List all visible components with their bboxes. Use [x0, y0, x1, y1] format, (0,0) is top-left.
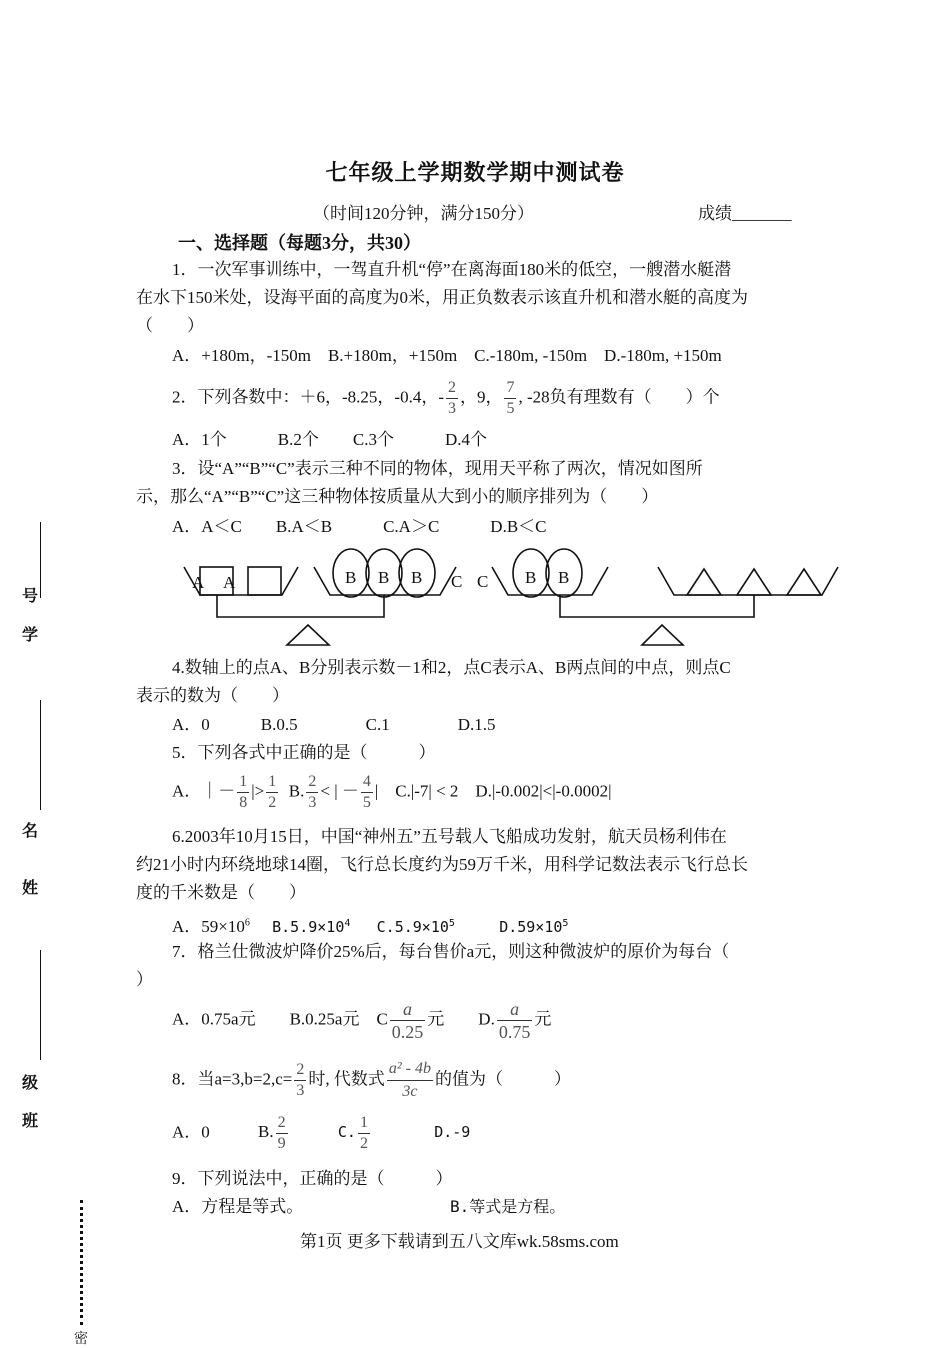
label-b2: B — [378, 568, 390, 587]
q8-fraction-c2 — [358, 1113, 370, 1154]
balance-scales-figure — [170, 545, 850, 650]
q6-option-b — [272, 918, 350, 936]
q5-f1-num: 1 — [237, 772, 249, 793]
triangle-c1 — [687, 569, 721, 595]
q2-fraction-1 — [446, 378, 458, 419]
label-a1: A — [192, 573, 205, 592]
q2-stem — [172, 378, 720, 419]
q5-b-pre: B. — [288, 781, 305, 801]
q8-c2-num: 1 — [358, 1113, 370, 1134]
beam-1 — [217, 595, 384, 617]
label-b1: B — [345, 568, 357, 587]
q5-f3-den: 3 — [308, 794, 317, 811]
q5-a-pre: A．｜－ — [172, 781, 236, 801]
fulcrum-2 — [642, 625, 683, 645]
q7-options-ab: A．0.75a元 B.0.25a元 C — [172, 1009, 388, 1029]
q1-line-2: 在水下150米处，设海平面的高度为0米，用正负数表示该直升机和潜水艇的高度为 — [136, 288, 748, 307]
q8-options — [172, 1113, 470, 1154]
q6-d-text: D.59×10 — [499, 917, 563, 936]
q7-d-num: a — [497, 998, 533, 1021]
triangle-c2 — [737, 569, 771, 595]
q8-fraction-c — [294, 1060, 306, 1101]
label-xing: 姓 — [22, 880, 39, 897]
left-pan-2 — [492, 567, 608, 595]
label-c2: C — [477, 572, 489, 591]
q6-option-a — [172, 917, 250, 936]
q5-fraction-2 — [266, 772, 278, 813]
label-hao: 学 — [22, 627, 39, 644]
label-ban: 班 — [22, 1113, 39, 1130]
q8-text-mid: 时, 代数式 — [308, 1069, 385, 1089]
q6-d-exp: 5 — [562, 917, 569, 929]
label-b3: B — [411, 568, 423, 587]
q3-line-1: 3．设“A”“B”“C”表示三种不同的物体，现用天平称了两次，情况如图所 — [172, 459, 703, 478]
q3-options: A．A＜C B.A＜B C.A＞C D.B＜C — [172, 517, 547, 536]
q5-f4-num: 4 — [361, 772, 373, 793]
q7-options — [172, 998, 551, 1043]
q6-b-exp: 4 — [344, 917, 351, 929]
label-ming: 名 — [22, 823, 39, 840]
student-name-blank — [40, 700, 41, 810]
q5-stem: 5．下列各式中正确的是（ ） — [172, 743, 436, 762]
label-mi: 密 — [74, 1332, 88, 1347]
q5-f2-den: 2 — [268, 794, 277, 811]
q4-line-1: 4.数轴上的点A、B分别表示数－1和2，点C表示A、B两点间的中点，则点C — [172, 658, 731, 677]
page-footer: 第1页 更多下载请到五八文库wk.58sms.com — [300, 1232, 619, 1251]
q8-option-d: D.-9 — [434, 1123, 471, 1142]
q7-fraction-c — [390, 998, 426, 1043]
label-c1: C — [451, 572, 463, 591]
q6-option-d — [499, 918, 568, 936]
score-blank: 成绩_______ — [698, 204, 792, 223]
q5-f4-den: 5 — [362, 794, 371, 811]
seal-dotted-line — [80, 1200, 83, 1325]
q7-line-1: 7．格兰仕微波炉降价25%后，每台售价a元，则这种微波炉的原价为每台（ — [172, 942, 730, 961]
beam-2 — [560, 595, 754, 617]
q8-c-num: 2 — [294, 1060, 306, 1081]
q2-text-mid: ，9， — [459, 387, 503, 407]
q9-option-b: B.等式是方程。 — [450, 1197, 566, 1216]
q6-line-3: 度的千米数是（ ） — [136, 883, 306, 902]
q6-a-text: A．59×10 — [172, 916, 245, 936]
q5-f3-num: 2 — [306, 772, 318, 793]
q6-line-2: 约21小时内环绕地球14圈，飞行总长度约为59万千米，用科学记数法表示飞行总长 — [136, 855, 748, 874]
left-balance-scale — [184, 549, 456, 645]
q6-line-1: 6.2003年10月15日，中国“神州五”五号载人飞船成功发射，航天员杨利伟在 — [172, 827, 727, 846]
q5-fraction-1 — [237, 772, 249, 813]
page-title: 七年级上学期数学期中测试卷 — [325, 160, 625, 185]
label-b4: B — [525, 568, 537, 587]
q6-a-exp: 6 — [244, 917, 250, 928]
q5-f2-num: 1 — [266, 772, 278, 793]
q4-line-2: 表示的数为（ ） — [136, 686, 289, 705]
student-id-blank — [40, 522, 41, 598]
q5-rest: | C.|-7| < 2 D.|-0.002|<|-0.0002| — [374, 781, 612, 801]
q8-expr-num: a² - 4b — [387, 1058, 433, 1081]
q2-f2-num: 7 — [504, 378, 516, 399]
fulcrum-1 — [287, 625, 329, 645]
q8-text-post: 的值为（ ） — [434, 1069, 571, 1089]
label-ji: 级 — [22, 1075, 39, 1092]
q5-f1-den: 8 — [239, 794, 248, 811]
label-a2: A — [223, 573, 236, 592]
right-balance-scale — [492, 549, 838, 645]
q2-text-post: , -28负有理数有（ ）个 — [518, 387, 720, 407]
triangle-c3 — [787, 569, 821, 595]
q8-text-pre: 8．当a=3,b=2,c= — [172, 1069, 293, 1089]
q5-a-mid: |> — [251, 781, 265, 801]
q1-options: A．+180m，-150m B.+180m，+150m C.-180m, -150m D.-180m, +150m — [172, 346, 722, 365]
class-blank — [40, 950, 41, 1060]
q1-line-1: 1．一次军事训练中，一驾直升机“停”在离海面180米的低空，一艘潜水艇潜 — [172, 260, 732, 279]
q8-option-b-label: B. — [258, 1122, 274, 1142]
label-b5: B — [558, 568, 570, 587]
q1-line-3: （ ） — [136, 316, 204, 335]
q6-c-exp: 5 — [448, 917, 455, 929]
q8-expr-den: 3c — [402, 1083, 418, 1100]
q7-c-suffix: 元 D. — [427, 1009, 495, 1029]
q5-fraction-4 — [361, 772, 373, 813]
q2-f1-num: 2 — [446, 378, 458, 399]
q8-fraction-b — [276, 1113, 288, 1154]
q5-fraction-3 — [306, 772, 318, 813]
q5-options — [172, 772, 611, 813]
label-xue: 号 — [22, 588, 39, 605]
q7-c-den: 0.25 — [391, 1022, 424, 1042]
q8-option-c-label: C. — [337, 1123, 356, 1142]
q8-stem — [172, 1058, 571, 1103]
q2-text-pre: 2．下列各数中：＋6，-8.25，-0.4，- — [172, 387, 444, 407]
q7-d-den: 0.75 — [498, 1022, 531, 1042]
q8-expression — [387, 1058, 433, 1103]
q6-option-c — [377, 918, 455, 936]
q2-options: A．1个 B.2个 C.3个 D.4个 — [172, 430, 487, 449]
q7-line-2: ） — [136, 970, 153, 989]
q4-options: A．0 B.0.5 C.1 D.1.5 — [172, 715, 496, 734]
q9-option-a: A．方程是等式。 — [172, 1197, 304, 1216]
section-heading: 一、选择题（每题3分，共30） — [178, 233, 421, 253]
q8-b-num: 2 — [276, 1113, 288, 1134]
q8-b-den: 9 — [277, 1135, 286, 1152]
q8-c2-den: 2 — [359, 1135, 368, 1152]
q7-d-suffix: 元 — [534, 1009, 552, 1029]
q6-c-text: C.5.9×10 — [376, 917, 449, 936]
weight-box-a2 — [248, 567, 281, 595]
q6-options — [172, 909, 568, 941]
q9-stem: 9．下列说法中，正确的是（ ） — [172, 1169, 453, 1188]
q7-fraction-d — [497, 998, 533, 1043]
q8-c-den: 3 — [296, 1082, 305, 1099]
q8-option-a: A．0 — [172, 1122, 210, 1142]
q7-c-num: a — [390, 998, 426, 1021]
q3-line-2: 示，那么“A”“B”“C”这三种物体按质量从大到小的顺序排列为（ ） — [136, 487, 659, 506]
q2-f2-den: 5 — [506, 400, 515, 417]
q2-fraction-2 — [504, 378, 516, 419]
q6-b-text: B.5.9×10 — [272, 917, 345, 936]
q5-b-mid: < | － — [320, 781, 359, 801]
time-score-note: （时间120分钟，满分150分） — [313, 204, 534, 223]
q2-f1-den: 3 — [447, 400, 456, 417]
